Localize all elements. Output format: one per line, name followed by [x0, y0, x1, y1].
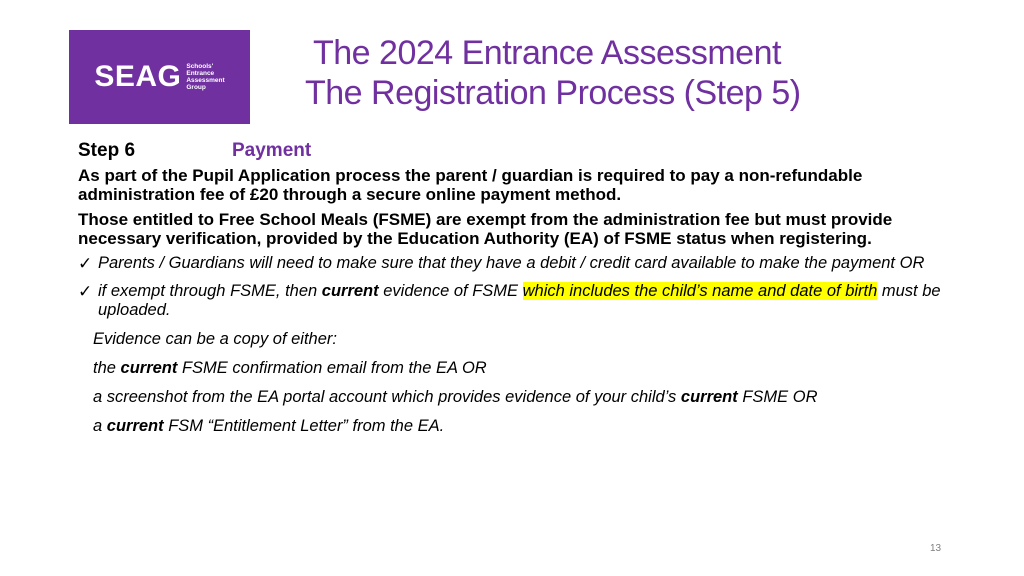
seag-logo — [69, 30, 250, 124]
highlighted-text: which includes the child’s name and date of birth — [522, 282, 878, 300]
logo-subtitle-line: Entrance — [186, 70, 215, 77]
slide-body — [78, 138, 958, 445]
checkmark-icon: ✓ — [78, 254, 93, 273]
logo-mark: SEAG — [94, 60, 182, 93]
title-line-2: The Registration Process (Step 5) — [305, 74, 801, 112]
evidence-text: FSM “Entitlement Letter” from the EA. — [163, 417, 445, 435]
evidence-option — [93, 416, 958, 436]
evidence-text-bold: current — [120, 359, 178, 377]
logo-subtitle-line: Group — [186, 84, 206, 91]
evidence-text-bold: current — [106, 417, 164, 435]
step-number: Step 6 — [78, 140, 136, 161]
step-heading — [78, 138, 958, 166]
evidence-option — [93, 387, 958, 407]
logo-subtitle-line: Assessment — [186, 77, 225, 84]
checklist-item-text: Parents / Guardians will need to make sure that they have a debit / credit card available to make the payment OR — [98, 254, 925, 272]
payment-paragraph: As part of the Pupil Application process the parent / guardian is required to pay a non-refundable administration fee of £20 through a secure online payment method. — [78, 166, 863, 204]
evidence-intro: Evidence can be a copy of either: — [93, 330, 337, 348]
evidence-text: the — [93, 359, 121, 377]
slide-title — [305, 33, 905, 113]
evidence-text: a — [93, 417, 107, 435]
checklist-item — [78, 282, 958, 320]
checklist-text-pre: if exempt through FSME, then — [98, 282, 322, 300]
evidence-text: a screenshot from the EA portal account which provides evidence of your child’s — [93, 388, 681, 406]
checklist-text-mid: evidence of FSME — [378, 282, 523, 300]
checklist-item — [78, 254, 958, 273]
checklist-text-bold: current — [321, 282, 379, 300]
page-number: 13 — [930, 543, 942, 554]
fsme-paragraph: Those entitled to Free School Meals (FSME) are exempt from the administration fee but must provide necessary verification, provided by the Education Authority (EA) of FSME status when registering. — [78, 210, 893, 248]
evidence-text: FSME confirmation email from the EA OR — [177, 359, 487, 377]
evidence-text-bold: current — [680, 388, 738, 406]
checkmark-icon: ✓ — [78, 282, 93, 301]
title-line-1: The 2024 Entrance Assessment — [313, 34, 781, 72]
step-name: Payment — [232, 140, 312, 161]
logo-subtitle-line: Schools' — [186, 63, 214, 70]
logo-subtitle — [186, 63, 224, 91]
checklist-text-post: must be uploaded. — [98, 282, 941, 319]
evidence-text: FSME OR — [737, 388, 818, 406]
evidence-option — [93, 358, 958, 378]
